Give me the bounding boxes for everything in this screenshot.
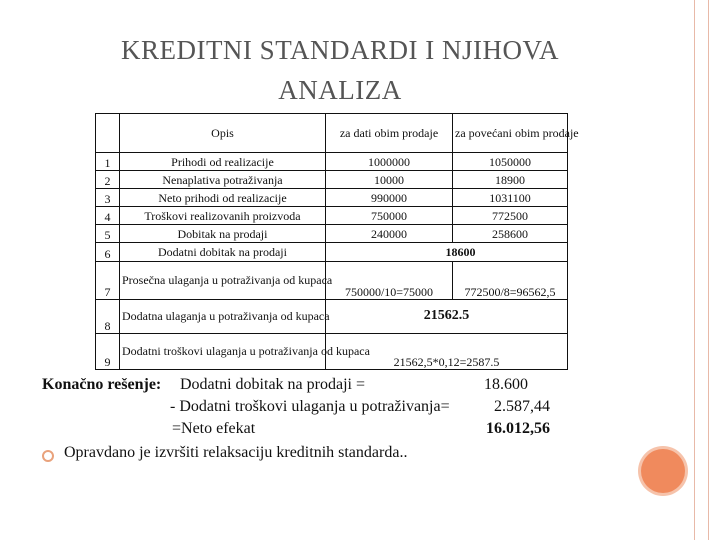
table-row [96,171,568,189]
credit-analysis-table [95,113,579,370]
row-description: Neto prihodi od realizacije [120,189,326,207]
row-number: 1 [96,153,120,171]
row-description: Troškovi realizovanih proizvoda [120,207,326,225]
row-value-merged: 18600 [326,243,568,261]
row-value-merged: 21562.5 [326,299,568,333]
row-value-given: 990000 [326,189,453,207]
final-solution [42,374,582,440]
table-row [96,261,568,299]
frame-line-left [694,0,695,540]
row-number: 4 [96,207,120,225]
row-description: Dodatni dobitak na prodaji [120,243,326,261]
solution-line-3-text: =Neto efekat [172,420,256,437]
row-description: Dodatna ulaganja u potraživanja od kupaca [120,299,326,333]
row-value-given: 1000000 [326,153,453,171]
row-value-given: 750000/10=75000 [326,261,453,299]
frame-line-right [708,0,709,540]
title-line-1: KREDITNI STANDARDI I NJIHOVA [120,35,560,65]
bullet-icon [42,450,54,462]
header-given-volume: za dati obim prodaje [326,114,453,153]
row-description: Prosečna ulaganja u potraživanja od kupaca [120,261,326,299]
solution-line-2-text: - Dodatni troškovi ulaganja u potraživanja= [170,398,450,415]
slide-title [60,30,620,110]
row-number: 6 [96,243,120,261]
row-description: Nenaplativa potraživanja [120,171,326,189]
row-description: Dobitak na prodaji [120,225,326,243]
table-row [96,333,568,369]
table-row [96,207,568,225]
table-row [96,299,568,333]
row-value-given: 750000 [326,207,453,225]
solution-line-2-value: 2.587,44 [494,398,550,415]
table-row [96,153,568,171]
row-value-increased: 1031100 [453,189,568,207]
solution-label: Konačno rešenje: [42,376,162,393]
bullet-text: Opravdano je izvršiti relaksaciju kreditnih standarda.. [64,444,408,461]
title-line-2: ANALIZA [278,75,402,105]
table-row [96,189,568,207]
row-number: 3 [96,189,120,207]
table-row [96,225,568,243]
solution-line-2 [42,396,582,418]
header-increased-volume: za povećani obim prodaje [453,114,568,153]
row-value-increased: 772500 [453,207,568,225]
row-value-merged: 21562,5*0,12=2587.5 [326,333,568,369]
header-opis: Opis [120,114,326,153]
row-number: 8 [96,299,120,333]
row-number: 7 [96,261,120,299]
row-number: 9 [96,333,120,369]
header-number [96,114,120,153]
row-number: 5 [96,225,120,243]
table-row [96,243,568,261]
solution-line-1-value: 18.600 [484,376,528,393]
row-description: Dodatni troškovi ulaganja u potraživanja od kupaca [120,333,326,369]
solution-line-3-value: 16.012,56 [486,420,550,437]
row-value-given: 240000 [326,225,453,243]
table-header-row [96,114,568,153]
row-description: Prihodi od realizacije [120,153,326,171]
row-value-increased: 258600 [453,225,568,243]
solution-line-3 [42,418,582,440]
row-number: 2 [96,171,120,189]
row-value-increased: 1050000 [453,153,568,171]
row-value-increased: 772500/8=96562,5 [453,261,568,299]
row-value-increased: 18900 [453,171,568,189]
decorative-circle [641,449,685,493]
row-value-given: 10000 [326,171,453,189]
solution-line-1 [42,374,582,396]
solution-line-1-text: Dodatni dobitak na prodaji = [180,376,365,393]
